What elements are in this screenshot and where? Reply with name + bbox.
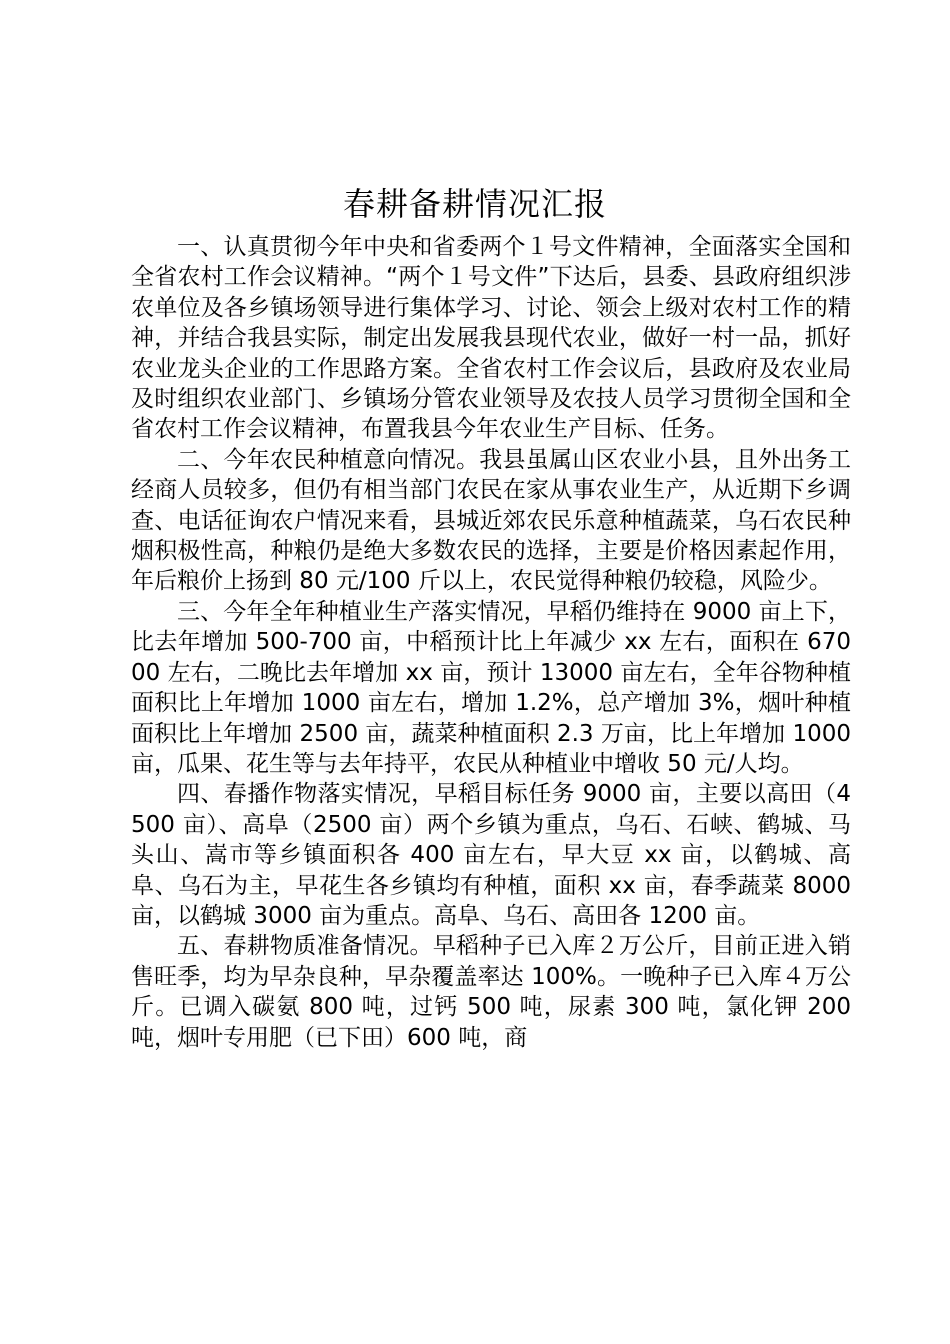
paragraph-4: 四、春播作物落实情况，早稻目标任务 9000 亩，主要以高田（4500 亩）、高阜（2500 亩）两个乡镇为重点，乌石、石峡、鹤城、马头山、嵩市等乡镇面积各 400 亩左右，早大豆 xx 亩，以鹤城、高阜、乌石为主，早花生各乡镇均有种植，面积 xx 亩，春季蔬菜 8000 亩，以鹤城 3000 亩为重点。高阜、乌石、高田各 1200 亩。 bbox=[131, 781, 851, 929]
document-title: 春耕备耕情况汇报 bbox=[342, 185, 607, 223]
paragraph-1: 一、认真贯彻今年中央和省委两个１号文件精神，全面落实全国和全省农村工作会议精神。“两个１号文件”下达后，县委、县政府组织涉农单位及各乡镇场领导进行集体学习、讨论、领会上级对农村工作的精神，并结合我县实际，制定出发展我县现代农业，做好一村一品，抓好农业龙头企业的工作思路方案。全省农村工作会议后，县政府及农业局及时组织农业部门、乡镇场分管农业领导及农技人员学习贯彻全国和全省农村工作会议精神，布置我县今年农业生产目标、任务。 bbox=[131, 234, 851, 443]
document-body bbox=[131, 232, 851, 1053]
paragraph-3: 三、今年全年种植业生产落实情况，早稻仍维持在 9000 亩上下，比去年增加 500-700 亩，中稻预计比上年减少 xx 左右，面积在 67000 左右，二晚比去年增加 xx 亩，预计 13000 亩左右，全年谷物种植面积比上年增加 1000 亩左右，增加 1.2%，总产增加 3%，烟叶种植面积比上年增加 2500 亩，蔬菜种植面积 2.3 万亩，比上年增加 1000 亩，瓜果、花生等与去年持平，农民从种植业中增收 50 元/人均。 bbox=[131, 598, 851, 777]
paragraph-5: 五、春耕物质准备情况。早稻种子已入库２万公斤，目前正进入销售旺季，均为早杂良种，早杂覆盖率达 100%。一晚种子已入库４万公斤。已调入碳氨 800 吨，过钙 500 吨，尿素 300 吨，氯化钾 200 吨，烟叶专用肥（已下田）600 吨，商 bbox=[131, 933, 851, 1051]
paragraph-2: 二、今年农民种植意向情况。我县虽属山区农业小县，且外出务工经商人员较多，但仍有相当部门农民在家从事农业生产，从近期下乡调查、电话征询农户情况来看，县城近郊农民乐意种植蔬菜，乌石农民种烟积极性高，种粮仍是绝大多数农民的选择，主要是价格因素起作用，年后粮价上扬到 80 元/100 斤以上，农民觉得种粮仍较稳，风险少。 bbox=[131, 446, 851, 595]
